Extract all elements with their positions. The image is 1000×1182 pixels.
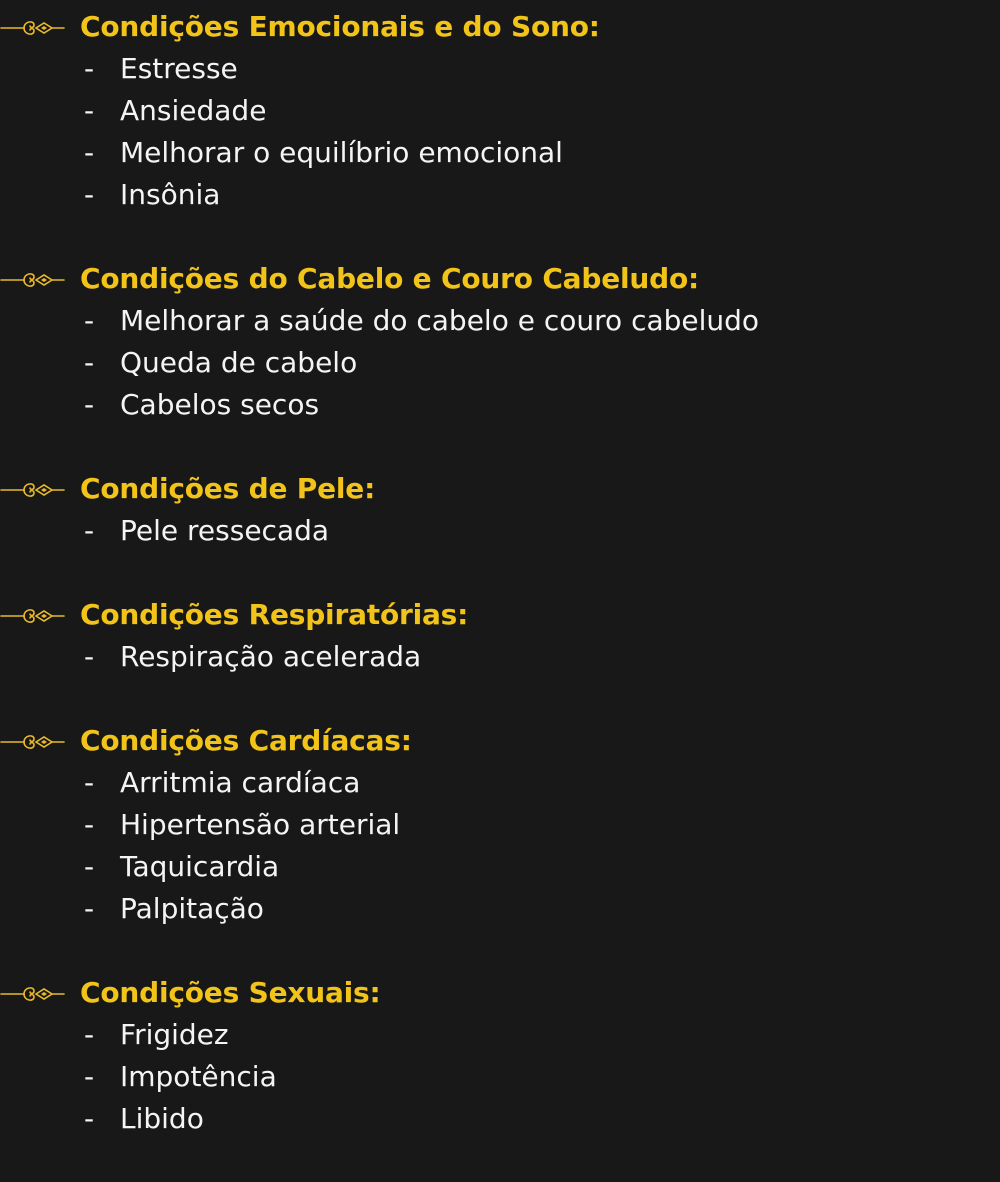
- ornament-flourish-icon: [0, 13, 66, 43]
- bullet-dash: -: [84, 766, 95, 799]
- conditions-list: [0, 6, 1000, 1182]
- list-item: [0, 636, 1000, 678]
- list-item-text: Melhorar a saúde do cabelo e couro cabeludo: [120, 304, 760, 337]
- section-heading: [0, 258, 1000, 300]
- bullet-dash: -: [84, 52, 95, 85]
- section-heading: [0, 720, 1000, 762]
- bullet-dash: -: [84, 808, 95, 841]
- section-heading: [0, 468, 1000, 510]
- list-item: [0, 762, 1000, 804]
- ornament-flourish-icon: [0, 601, 66, 631]
- list-item-text: Arritmia cardíaca: [120, 766, 361, 799]
- section-items: [0, 510, 1000, 552]
- list-item: [0, 342, 1000, 384]
- bullet-dash: -: [84, 1102, 95, 1135]
- section-title: Condições Sexuais:: [80, 976, 381, 1009]
- bullet-dash: -: [84, 1060, 95, 1093]
- section-heading: [0, 6, 1000, 48]
- bullet-dash: -: [84, 1018, 95, 1051]
- list-item-text: Palpitação: [120, 892, 264, 925]
- condition-section-6: [0, 972, 1000, 1140]
- list-item-text: Queda de cabelo: [120, 346, 358, 379]
- ornament-flourish-icon: [0, 979, 66, 1009]
- ornament-flourish-icon: [0, 475, 66, 505]
- section-items: [0, 762, 1000, 930]
- section-title: Condições Respiratórias:: [80, 598, 469, 631]
- condition-section-2: [0, 258, 1000, 426]
- section-items: [0, 48, 1000, 216]
- section-title: Condições do Cabelo e Couro Cabeludo:: [80, 262, 700, 295]
- list-item: [0, 804, 1000, 846]
- list-item: [0, 1056, 1000, 1098]
- condition-section-3: [0, 468, 1000, 552]
- list-item: [0, 1098, 1000, 1140]
- list-item-text: Frigidez: [120, 1018, 229, 1051]
- bullet-dash: -: [84, 388, 95, 421]
- condition-section-5: [0, 720, 1000, 930]
- list-item: [0, 132, 1000, 174]
- section-title: Condições de Pele:: [80, 472, 376, 505]
- section-heading: [0, 594, 1000, 636]
- list-item: [0, 846, 1000, 888]
- list-item-text: Cabelos secos: [120, 388, 320, 421]
- list-item: [0, 90, 1000, 132]
- bullet-dash: -: [84, 892, 95, 925]
- condition-section-4: [0, 594, 1000, 678]
- list-item-text: Pele ressecada: [120, 514, 330, 547]
- list-item-text: Impotência: [120, 1060, 277, 1093]
- list-item: [0, 1014, 1000, 1056]
- bullet-dash: -: [84, 136, 95, 169]
- section-heading: [0, 972, 1000, 1014]
- bullet-dash: -: [84, 178, 95, 211]
- list-item-text: Estresse: [120, 52, 238, 85]
- bullet-dash: -: [84, 514, 95, 547]
- list-item-text: Ansiedade: [120, 94, 267, 127]
- list-item: [0, 888, 1000, 930]
- bullet-dash: -: [84, 94, 95, 127]
- list-item-text: Respiração acelerada: [120, 640, 422, 673]
- list-item-text: Melhorar o equilíbrio emocional: [120, 136, 563, 169]
- list-item-text: Insônia: [120, 178, 221, 211]
- list-item: [0, 48, 1000, 90]
- condition-section-1: [0, 6, 1000, 216]
- bullet-dash: -: [84, 346, 95, 379]
- list-item: [0, 510, 1000, 552]
- list-item: [0, 174, 1000, 216]
- section-items: [0, 1014, 1000, 1140]
- bullet-dash: -: [84, 640, 95, 673]
- ornament-flourish-icon: [0, 265, 66, 295]
- section-title: Condições Emocionais e do Sono:: [80, 10, 600, 43]
- section-title: Condições Cardíacas:: [80, 724, 412, 757]
- bullet-dash: -: [84, 850, 95, 883]
- ornament-flourish-icon: [0, 727, 66, 757]
- list-item-text: Libido: [120, 1102, 204, 1135]
- section-items: [0, 636, 1000, 678]
- bullet-dash: -: [84, 304, 95, 337]
- list-item-text: Hipertensão arterial: [120, 808, 401, 841]
- list-item: [0, 300, 1000, 342]
- list-item-text: Taquicardia: [120, 850, 280, 883]
- list-item: [0, 384, 1000, 426]
- section-items: [0, 300, 1000, 426]
